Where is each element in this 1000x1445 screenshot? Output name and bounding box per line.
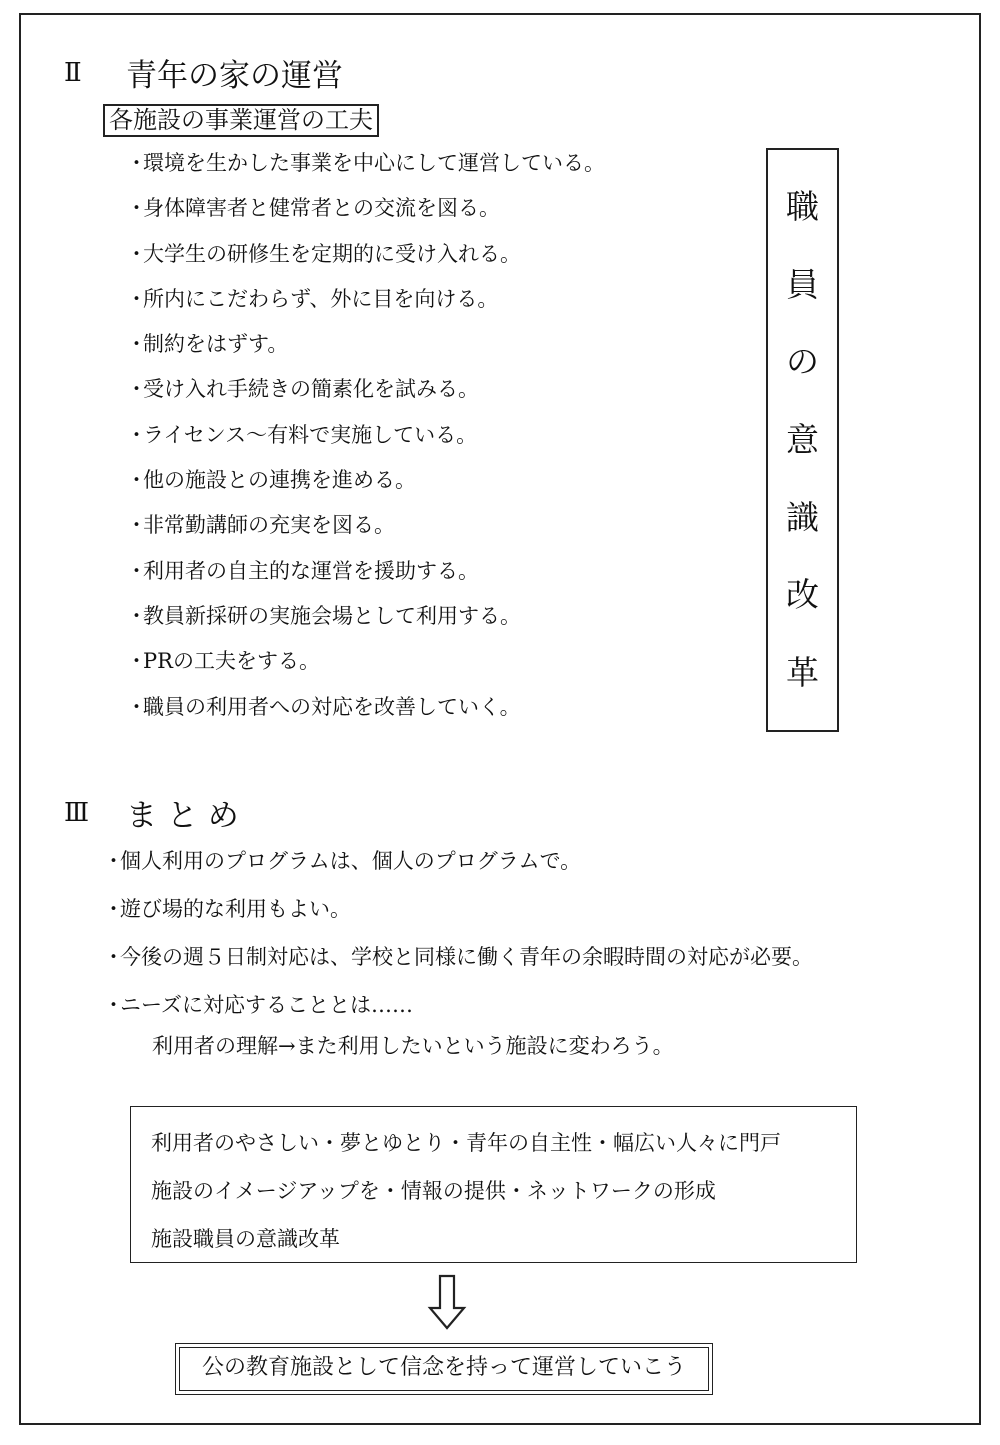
summary-box bbox=[130, 1106, 857, 1263]
list-item: ・ライセンス～有料で実施している。 bbox=[126, 422, 478, 447]
summary-line: 施設のイメージアップを・情報の提供・ネットワークの形成 bbox=[151, 1179, 716, 1203]
list-item: ・制約をはずす。 bbox=[126, 332, 289, 357]
list-item: ・非常勤講師の充実を図る。 bbox=[126, 513, 395, 538]
list-item: ・ニーズに対応することとは…… bbox=[103, 993, 413, 1017]
vertical-char: の bbox=[786, 342, 819, 382]
vertical-char: 員 bbox=[786, 264, 819, 304]
staff-awareness-reform-box bbox=[766, 148, 839, 732]
summary-line: 利用者のやさしい・夢とゆとり・青年の自主性・幅広い人々に門戸 bbox=[151, 1131, 781, 1155]
list-item: ・身体障害者と健常者との交流を図る。 bbox=[126, 196, 500, 221]
vertical-char: 革 bbox=[786, 653, 819, 693]
list-item: ・受け入れ手続きの簡素化を試みる。 bbox=[126, 377, 479, 402]
vertical-char: 職 bbox=[786, 186, 819, 226]
list-item: ・遊び場的な利用もよい。 bbox=[103, 897, 351, 921]
list-item: ・利用者の自主的な運営を援助する。 bbox=[126, 558, 479, 583]
section-3-list bbox=[103, 837, 813, 1029]
section-2-list bbox=[126, 141, 605, 730]
conclusion-text: 公の教育施設として信念を持って運営していこう bbox=[179, 1347, 709, 1391]
section-3-heading bbox=[64, 790, 239, 835]
list-item: ・個人利用のプログラムは、個人のプログラムで。 bbox=[103, 849, 582, 873]
list-item: ・環境を生かした事業を中心にして運営している。 bbox=[126, 151, 605, 175]
summary-line: 施設職員の意識改革 bbox=[151, 1227, 340, 1251]
vertical-char: 改 bbox=[786, 575, 819, 615]
list-item: ・他の施設との連携を進める。 bbox=[126, 468, 416, 493]
list-item: ・教員新採研の実施会場として利用する。 bbox=[126, 603, 521, 628]
down-arrow-icon bbox=[427, 1274, 467, 1330]
vertical-char: 識 bbox=[786, 497, 819, 537]
section-2-number: Ⅱ bbox=[64, 57, 82, 88]
list-item: ・PRの工夫をする。 bbox=[126, 649, 320, 674]
section-3-title: ま と め bbox=[126, 798, 239, 834]
list-item: ・職員の利用者への対応を改善していく。 bbox=[126, 694, 521, 719]
conclusion-box bbox=[175, 1343, 713, 1395]
vertical-char: 意 bbox=[786, 419, 819, 459]
section-2-heading bbox=[64, 50, 343, 95]
section-2-title: 青年の家の運営 bbox=[126, 58, 343, 94]
list-item: ・所内にこだわらず、外に目を向ける。 bbox=[126, 286, 499, 311]
section-3-number: Ⅲ bbox=[64, 797, 90, 828]
section-3-indented-line: 利用者の理解→また利用したいという施設に変わろう。 bbox=[152, 1034, 674, 1058]
list-item: ・今後の週５日制対応は、学校と同様に働く青年の余暇時間の対応が必要。 bbox=[103, 945, 813, 969]
section-2-subheading: 各施設の事業運営の工夫 bbox=[103, 104, 379, 137]
list-item: ・大学生の研修生を定期的に受け入れる。 bbox=[126, 241, 521, 266]
